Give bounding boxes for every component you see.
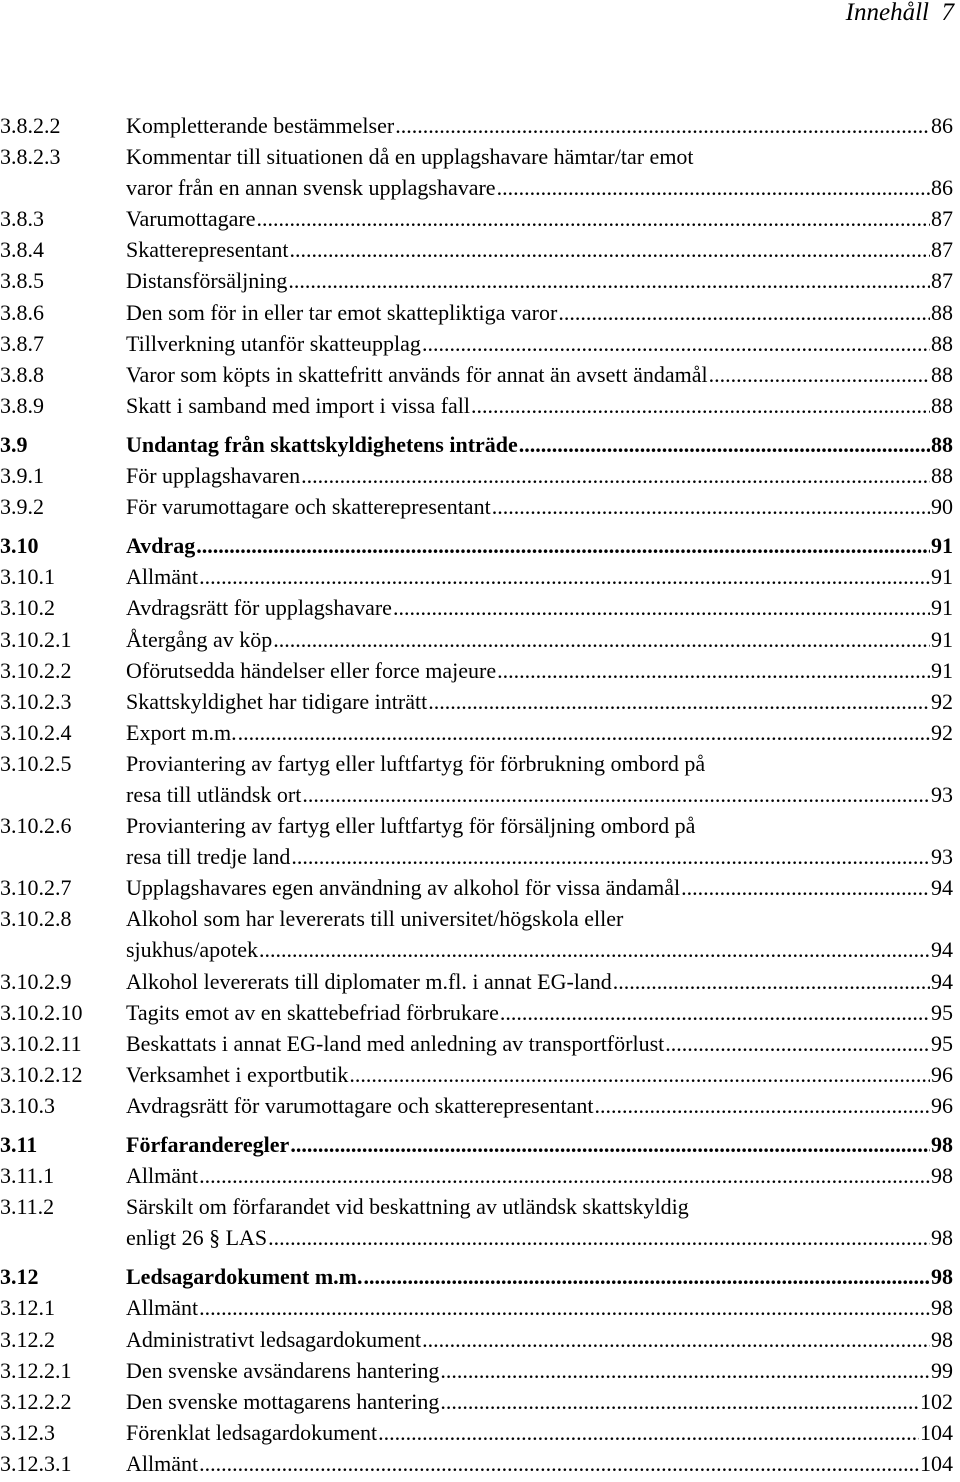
toc-title <box>126 810 953 872</box>
toc-section-number: 3.8.8 <box>0 361 44 387</box>
toc-page-number: 88 <box>931 299 953 325</box>
dot-leader <box>558 297 930 328</box>
toc-page-number: 94 <box>931 968 953 994</box>
dot-leader <box>290 234 931 265</box>
toc-leader-line <box>126 328 953 359</box>
toc-title-line: Upplagshavares egen användning av alkohol för vissa ändamål <box>126 875 681 901</box>
dot-leader <box>302 779 930 810</box>
running-header <box>846 0 954 25</box>
toc-page-number: 92 <box>931 688 953 714</box>
toc-title <box>126 1448 953 1479</box>
toc-entry[interactable] <box>0 717 953 748</box>
toc-section-number: 3.11.1 <box>0 1163 55 1189</box>
toc-entry[interactable] <box>0 1324 953 1355</box>
toc-leader-line <box>126 934 953 965</box>
dot-leader <box>238 717 930 748</box>
toc-leader-line <box>126 592 953 623</box>
toc-page-number: 99 <box>931 1357 953 1383</box>
toc-leader-line <box>126 203 953 234</box>
toc-title <box>126 234 953 265</box>
dot-leader <box>422 328 930 359</box>
toc-title-line: resa till utländsk ort <box>126 781 302 807</box>
running-title: Innehåll <box>845 0 929 26</box>
toc-entry[interactable] <box>0 997 953 1028</box>
toc-section-number: 3.10 <box>0 533 39 559</box>
toc-leader-line <box>126 686 953 717</box>
toc-section-number: 3.9 <box>0 431 28 457</box>
toc-title <box>126 966 953 997</box>
toc-entry[interactable] <box>0 460 953 491</box>
toc-entry[interactable] <box>0 561 953 592</box>
toc-title <box>126 429 953 460</box>
toc-entry[interactable] <box>0 1090 953 1121</box>
toc-leader-line <box>126 1355 953 1386</box>
toc-page-number: 93 <box>931 844 953 870</box>
toc-title-line: Särskilt om förfarandet vid beskattning av utländsk skattskyldig <box>126 1194 689 1220</box>
toc-entry[interactable] <box>0 1191 953 1253</box>
toc-section-number: 3.12.2.1 <box>0 1357 72 1383</box>
dot-leader <box>665 1028 930 1059</box>
dot-leader <box>497 172 930 203</box>
toc-section-number: 3.11 <box>0 1132 38 1157</box>
toc-title-line: Den som för in eller tar emot skattepliktiga varor <box>126 299 558 325</box>
toc-section-number: 3.8.2.2 <box>0 113 61 138</box>
toc-section-number: 3.10.2.8 <box>0 906 72 932</box>
toc-leader-line <box>126 1261 953 1292</box>
toc-leader-line <box>126 872 953 903</box>
toc-leader-line <box>126 1059 953 1090</box>
toc-leader-line <box>126 717 953 748</box>
toc-section-number: 3.8.3 <box>0 206 44 232</box>
toc-section-number: 3.9.1 <box>0 463 44 489</box>
toc-title <box>126 110 953 141</box>
toc-page-number: 96 <box>931 1092 953 1118</box>
toc-title-line: Kommentar till situationen då en upplagshavare hämtar/tar emot <box>126 144 694 170</box>
toc-entry[interactable] <box>0 203 953 234</box>
toc-leader-line <box>126 110 953 141</box>
dot-leader <box>257 203 931 234</box>
toc-title-line: Distansförsäljning <box>126 268 288 294</box>
toc-section-number: 3.10.2.1 <box>0 626 72 652</box>
toc-title <box>126 297 953 328</box>
toc-section-number: 3.12.3.1 <box>0 1450 72 1476</box>
header-page-number: 7 <box>941 0 954 26</box>
toc-title-line: resa till tredje land <box>126 844 291 870</box>
toc-title-line: Förenklat ledsagardokument <box>126 1419 378 1445</box>
toc-title-line: Verksamhet i exportbutik <box>126 1061 349 1087</box>
toc-page-number: 86 <box>931 113 953 138</box>
toc-page-number: 98 <box>931 1132 953 1157</box>
toc-title <box>126 592 953 623</box>
toc-title-line: Varor som köpts in skattefritt används för annat än avsett ändamål <box>126 361 708 387</box>
toc-page-number: 88 <box>931 392 953 418</box>
dot-leader <box>364 1261 930 1292</box>
toc-page-number: 91 <box>931 626 953 652</box>
toc-section-number: 3.8.2.3 <box>0 144 61 170</box>
toc-leader-line <box>126 966 953 997</box>
toc-leader-line <box>126 265 953 296</box>
dot-leader <box>395 110 930 141</box>
dot-leader <box>492 491 930 522</box>
toc-entry[interactable] <box>0 530 953 561</box>
dot-leader <box>199 1292 930 1323</box>
toc-title <box>126 1129 953 1160</box>
dot-leader <box>290 1129 930 1160</box>
toc-section-number: 3.10.2.5 <box>0 750 72 776</box>
toc-title-line: För varumottagare och skatterepresentant <box>126 494 491 520</box>
toc-title-line: Allmänt <box>126 564 199 590</box>
toc-title <box>126 1261 953 1292</box>
toc-title-line: Den svenske avsändarens hantering <box>126 1357 440 1383</box>
dot-leader <box>273 624 930 655</box>
toc-title-line: Förfaranderegler <box>126 1132 290 1157</box>
toc-leader-line <box>126 1129 953 1160</box>
toc-title-line: Kompletterande bestämmelser <box>126 113 395 138</box>
toc-title <box>126 530 953 561</box>
dot-leader <box>268 1222 930 1253</box>
dot-leader <box>497 655 930 686</box>
toc-page-number: 94 <box>931 875 953 901</box>
toc-section-number: 3.11.2 <box>0 1194 55 1220</box>
toc-page-number: 91 <box>931 564 953 590</box>
toc-title-line: Tillverkning utanför skatteupplag <box>126 330 421 356</box>
dot-leader <box>199 1160 930 1191</box>
toc-entry[interactable] <box>0 592 953 623</box>
dot-leader <box>422 1324 930 1355</box>
toc-title <box>126 359 953 390</box>
toc-entry[interactable] <box>0 686 953 717</box>
toc-entry[interactable] <box>0 491 953 522</box>
toc-section-number: 3.10.2.3 <box>0 688 72 714</box>
toc-section-number: 3.12.2.2 <box>0 1388 72 1414</box>
toc-entry[interactable] <box>0 297 953 328</box>
toc-leader-line <box>126 359 953 390</box>
toc-page-number: 102 <box>920 1388 953 1414</box>
toc-entry[interactable] <box>0 624 953 655</box>
toc-leader-line <box>126 460 953 491</box>
toc-leader-line <box>126 1222 953 1253</box>
toc-title-line: Proviantering av fartyg eller luftfartyg för förbrukning ombord på <box>126 750 706 776</box>
toc-page-number: 88 <box>931 330 953 356</box>
toc-entry[interactable] <box>0 1028 953 1059</box>
dot-leader <box>199 1448 919 1479</box>
toc-title <box>126 141 953 203</box>
toc-section-number: 3.9.2 <box>0 494 44 520</box>
toc-leader-line <box>126 841 953 872</box>
toc-title-line: Tagits emot av en skattebefriad förbrukare <box>126 999 499 1025</box>
toc-title <box>126 561 953 592</box>
toc-entry[interactable] <box>0 390 953 421</box>
toc-title-line: sjukhus/apotek <box>126 937 258 963</box>
toc-page-number: 96 <box>931 1061 953 1087</box>
toc-title <box>126 203 953 234</box>
toc-page-number: 86 <box>931 175 953 201</box>
dot-leader <box>681 872 930 903</box>
toc-title-line: Skatt i samband med import i vissa fall <box>126 392 471 418</box>
toc-section-number: 3.10.2.6 <box>0 813 72 839</box>
toc-title-line: Alkohol levererats till diplomater m.fl. i annat EG-land <box>126 968 612 994</box>
dot-leader <box>199 561 930 592</box>
toc-leader-line <box>126 624 953 655</box>
toc-title-line: Den svenske mottagarens hantering <box>126 1388 440 1414</box>
toc-title-line: Alkohol som har levererats till universitet/högskola eller <box>126 906 624 932</box>
toc-title-line: För upplagshavaren <box>126 463 301 489</box>
toc-entry[interactable] <box>0 141 953 203</box>
toc-title <box>126 265 953 296</box>
toc-page-number: 87 <box>931 206 953 232</box>
toc-entry[interactable] <box>0 1160 953 1191</box>
toc-entry[interactable] <box>0 110 953 141</box>
toc-leader-line <box>126 297 953 328</box>
toc-leader-line <box>126 561 953 592</box>
toc-title <box>126 1090 953 1121</box>
toc-entry[interactable] <box>0 655 953 686</box>
toc-page-number: 93 <box>931 781 953 807</box>
toc-page-number: 88 <box>931 431 953 457</box>
toc-title <box>126 1324 953 1355</box>
toc-leader-line <box>126 1028 953 1059</box>
toc-leader-line <box>126 429 953 460</box>
toc-title <box>126 1160 953 1191</box>
toc-leader-line <box>126 1417 953 1448</box>
toc-title-line: Varumottagare <box>126 206 256 232</box>
toc-title <box>126 1292 953 1323</box>
toc-section-number: 3.10.2.12 <box>0 1061 83 1087</box>
toc-section-number: 3.12 <box>0 1264 39 1290</box>
toc-section-number: 3.8.9 <box>0 392 44 418</box>
toc-section-number: 3.8.4 <box>0 237 44 263</box>
toc-title-line: Skatterepresentant <box>126 237 289 263</box>
toc-section-number: 3.8.6 <box>0 299 44 325</box>
toc-section-number: 3.10.1 <box>0 564 55 590</box>
toc-page-number: 90 <box>931 494 953 520</box>
toc-entry[interactable] <box>0 1417 953 1448</box>
dot-leader <box>595 1090 931 1121</box>
toc-page-number: 87 <box>931 237 953 263</box>
toc-entry[interactable] <box>0 1292 953 1323</box>
toc-leader-line <box>126 779 953 810</box>
toc-title <box>126 1191 953 1253</box>
toc-title-line: Allmänt <box>126 1163 199 1189</box>
dot-leader <box>259 934 930 965</box>
toc-section-number: 3.8.5 <box>0 268 44 294</box>
toc-entry[interactable] <box>0 872 953 903</box>
toc-title-line: Export m.m. <box>126 719 237 745</box>
toc-title-line: Avdragsrätt för varumottagare och skatterepresentant <box>126 1092 594 1118</box>
toc-leader-line <box>126 1292 953 1323</box>
toc-entry[interactable] <box>0 1355 953 1386</box>
toc-page-number: 104 <box>920 1450 953 1476</box>
dot-leader <box>613 966 930 997</box>
toc-title <box>126 872 953 903</box>
toc-title-line: Ledsagardokument m.m. <box>126 1264 363 1290</box>
toc-entry[interactable] <box>0 328 953 359</box>
toc-page-number: 91 <box>931 595 953 621</box>
toc-section-number: 3.10.2.10 <box>0 999 83 1025</box>
toc-entry[interactable] <box>0 1386 953 1417</box>
toc-title <box>126 624 953 655</box>
toc-page-number: 92 <box>931 719 953 745</box>
toc-title <box>126 1417 953 1448</box>
toc-title-line: Beskattats i annat EG-land med anledning av transportförlust <box>126 1030 665 1056</box>
toc-section-number: 3.10.2 <box>0 595 55 621</box>
toc-page-number: 98 <box>931 1225 953 1251</box>
toc-leader-line <box>126 390 953 421</box>
toc-entry[interactable] <box>0 1448 953 1479</box>
dot-leader <box>709 359 930 390</box>
toc-title-line: enligt 26 § LAS <box>126 1225 268 1251</box>
toc-leader-line <box>126 530 953 561</box>
toc-title-line: Undantag från skattskyldighetens inträde <box>126 431 518 457</box>
toc-page-number: 88 <box>931 463 953 489</box>
toc-page-number: 104 <box>920 1419 953 1445</box>
toc-section-number: 3.10.3 <box>0 1092 55 1118</box>
dot-leader <box>440 1386 919 1417</box>
toc-leader-line <box>126 1090 953 1121</box>
toc-entry[interactable] <box>0 748 953 810</box>
toc-title-line: Avdrag <box>126 533 196 559</box>
toc-title <box>126 1028 953 1059</box>
toc-page-number: 98 <box>931 1295 953 1321</box>
toc-leader-line <box>126 1160 953 1191</box>
toc-section-number: 3.10.2.9 <box>0 968 72 994</box>
toc-title <box>126 748 953 810</box>
toc-leader-line <box>126 172 953 203</box>
toc-entry[interactable] <box>0 359 953 390</box>
toc-title-line: Administrativt ledsagardokument <box>126 1326 422 1352</box>
dot-leader <box>288 265 930 296</box>
toc-page-number: 95 <box>931 999 953 1025</box>
toc-leader-line <box>126 997 953 1028</box>
toc-section-number: 3.12.1 <box>0 1295 55 1321</box>
toc-title <box>126 1386 953 1417</box>
toc-title-line: Återgång av köp <box>126 626 273 652</box>
toc-section-number: 3.10.2.2 <box>0 657 72 683</box>
dot-leader <box>291 841 930 872</box>
toc-entry[interactable] <box>0 1261 953 1292</box>
toc-section-number: 3.8.7 <box>0 330 44 356</box>
toc-page-number: 87 <box>931 268 953 294</box>
toc-page-number: 88 <box>931 361 953 387</box>
toc-page-number: 94 <box>931 937 953 963</box>
toc-leader-line <box>126 655 953 686</box>
toc-title <box>126 686 953 717</box>
toc-title-line: Skattskyldighet har tidigare inträtt <box>126 688 428 714</box>
dot-leader <box>500 997 930 1028</box>
toc-page-number: 91 <box>931 657 953 683</box>
toc-page-number: 98 <box>931 1163 953 1189</box>
toc-title <box>126 997 953 1028</box>
dot-leader <box>519 429 930 460</box>
toc-section-number: 3.12.2 <box>0 1326 55 1352</box>
toc-title-line: Avdragsrätt för upplagshavare <box>126 595 392 621</box>
toc-entry[interactable] <box>0 234 953 265</box>
toc-leader-line <box>126 1448 953 1479</box>
toc-title <box>126 491 953 522</box>
toc-title <box>126 1355 953 1386</box>
dot-leader <box>301 460 930 491</box>
toc-entry[interactable] <box>0 429 953 460</box>
toc-entry[interactable] <box>0 966 953 997</box>
toc-entry[interactable] <box>0 1059 953 1090</box>
table-of-contents <box>0 110 953 1479</box>
dot-leader <box>440 1355 930 1386</box>
toc-section-number: 3.10.2.4 <box>0 719 72 745</box>
toc-leader-line <box>126 234 953 265</box>
toc-title <box>126 460 953 491</box>
toc-entry[interactable] <box>0 810 953 872</box>
toc-section-number: 3.10.2.7 <box>0 875 72 901</box>
toc-title-line: Allmänt <box>126 1450 199 1476</box>
toc-title <box>126 655 953 686</box>
toc-leader-line <box>126 491 953 522</box>
toc-title-line: Proviantering av fartyg eller luftfartyg för försäljning ombord på <box>126 813 696 839</box>
toc-entry[interactable] <box>0 1129 953 1160</box>
toc-title <box>126 328 953 359</box>
dot-leader <box>349 1059 930 1090</box>
dot-leader <box>428 686 930 717</box>
toc-title-line: varor från en annan svensk upplagshavare <box>126 175 496 201</box>
dot-leader <box>471 390 930 421</box>
toc-page-number: 95 <box>931 1030 953 1056</box>
toc-section-number: 3.10.2.11 <box>0 1030 82 1056</box>
toc-entry[interactable] <box>0 903 953 965</box>
toc-title <box>126 390 953 421</box>
toc-page-number: 98 <box>931 1326 953 1352</box>
toc-leader-line <box>126 1324 953 1355</box>
toc-section-number: 3.12.3 <box>0 1419 55 1445</box>
dot-leader <box>378 1417 919 1448</box>
toc-page-number: 91 <box>931 533 953 559</box>
toc-title-line: Oförutsedda händelser eller force majeure <box>126 657 497 683</box>
dot-leader <box>196 530 930 561</box>
toc-title <box>126 717 953 748</box>
toc-title-line: Allmänt <box>126 1295 199 1321</box>
toc-entry[interactable] <box>0 265 953 296</box>
toc-leader-line <box>126 1386 953 1417</box>
toc-title <box>126 903 953 965</box>
toc-page-number: 98 <box>931 1264 953 1290</box>
dot-leader <box>393 592 930 623</box>
toc-title <box>126 1059 953 1090</box>
